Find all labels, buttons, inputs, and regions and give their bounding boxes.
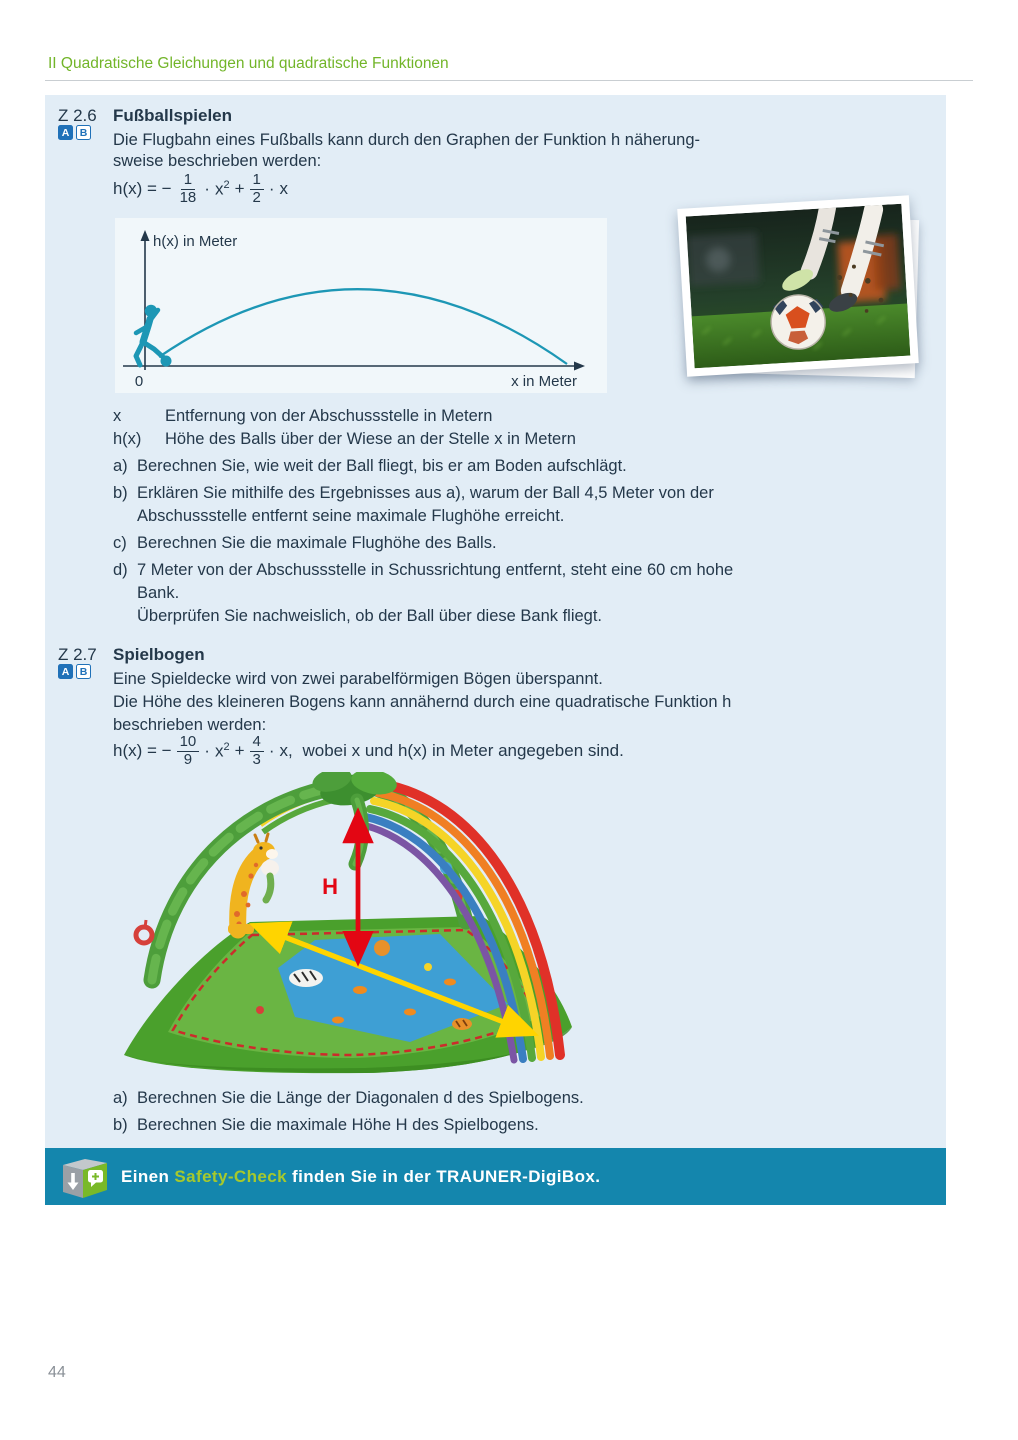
badge-a: A: [58, 125, 73, 140]
exercise-title: Spielbogen: [113, 645, 205, 664]
task-item: b) Erklären Sie mithilfe des Ergebnisses aus a), warum der Ball 4,5 Meter von der: [113, 484, 714, 502]
kicking-player-figure: [136, 305, 172, 367]
digibox-icon: [61, 1156, 109, 1198]
function-formula: h(x) = − $\frac{10}{9}$ · $x^2$ + $\frac{4}{3}$ · x, wobei x und h(x) in Meter angegeben sind.: [113, 733, 624, 768]
y-axis-label: h(x) in Meter: [153, 233, 238, 250]
task-item: a) Berechnen Sie, wie weit der Ball fliegt, bis er am Boden aufschlägt.: [113, 457, 627, 475]
intro-text: Die Höhe des kleineren Bogens kann annähernd durch eine quadratische Funktion h: [113, 693, 732, 711]
height-label: H: [322, 874, 338, 899]
origin-label: 0: [134, 373, 144, 390]
x-axis-label: x in Meter: [511, 373, 577, 390]
badge-b: B: [76, 664, 91, 679]
function-formula: h(x) = − $\frac{1}{18}$ · $x^2$ + $\frac{1}{2}$ · x: [113, 171, 289, 206]
banner-text: Einen Safety-Check finden Sie in der TRAUNER-DigiBox.: [121, 1166, 601, 1186]
digibox-banner: [45, 1148, 946, 1205]
definition-row: x Entfernung von der Abschussstelle in Metern: [113, 407, 493, 425]
definition-row: h(x) Höhe des Balls über der Wiese an der Stelle x in Metern: [113, 430, 576, 448]
exercise-number: Z 2.6: [58, 106, 97, 125]
badge-b: B: [76, 125, 91, 140]
intro-text: Die Flugbahn eines Fußballs kann durch den Graphen der Funktion h näherung-: [113, 131, 701, 149]
playgym-illustration: [110, 772, 630, 1075]
parabola-curve: [159, 289, 567, 364]
intro-text: sweise beschrieben werden:: [113, 152, 322, 170]
fraction: $\frac{4}{3}$: [250, 734, 264, 768]
task-item-line: Überprüfen Sie nachweislich, ob der Ball über diese Bank fliegt.: [137, 607, 603, 625]
task-item: a) Berechnen Sie die Länge der Diagonalen d des Spielbogens.: [113, 1089, 584, 1107]
safety-check-link: Safety-Check: [174, 1166, 287, 1186]
soccer-photo: [677, 195, 919, 376]
fraction: $\frac{1}{2}$: [250, 172, 264, 206]
exercise-number: Z 2.7: [58, 645, 97, 664]
badge-a: A: [58, 664, 73, 679]
header-rule: [45, 80, 973, 81]
intro-text: Eine Spieldecke wird von zwei parabelförmigen Bögen überspannt.: [113, 670, 603, 688]
level-badges: [58, 125, 91, 140]
leaf-cluster: [310, 772, 399, 864]
trajectory-graph: [115, 218, 607, 393]
y-axis-arrow: [141, 230, 150, 241]
x-axis-arrow: [574, 362, 585, 371]
formula-lhs: h(x) = −: [113, 179, 172, 198]
intro-text: beschrieben werden:: [113, 716, 267, 734]
fraction: $\frac{10}{9}$: [177, 734, 200, 768]
exercise-title: Fußballspielen: [113, 106, 233, 125]
exercise-box: [45, 95, 946, 1205]
level-badges: [58, 664, 91, 679]
task-item: c) Berechnen Sie die maximale Flughöhe des Balls.: [113, 534, 497, 552]
page-number: 44: [48, 1364, 66, 1381]
fraction: $\frac{1}{18}$: [179, 171, 197, 206]
task-item-line: Bank.: [137, 584, 180, 602]
ball-icon: [161, 356, 172, 367]
chapter-header: II Quadratische Gleichungen und quadratische Funktionen: [48, 55, 449, 72]
formula-lhs: h(x) = −: [113, 741, 172, 760]
task-item: b) Berechnen Sie die maximale Höhe H des Spielbogens.: [113, 1116, 539, 1134]
task-item: d) 7 Meter von der Abschussstelle in Schussrichtung entfernt, steht eine 60 cm hohe: [113, 561, 734, 579]
task-item-line: Abschussstelle entfernt seine maximale Flughöhe erreicht.: [137, 507, 565, 525]
